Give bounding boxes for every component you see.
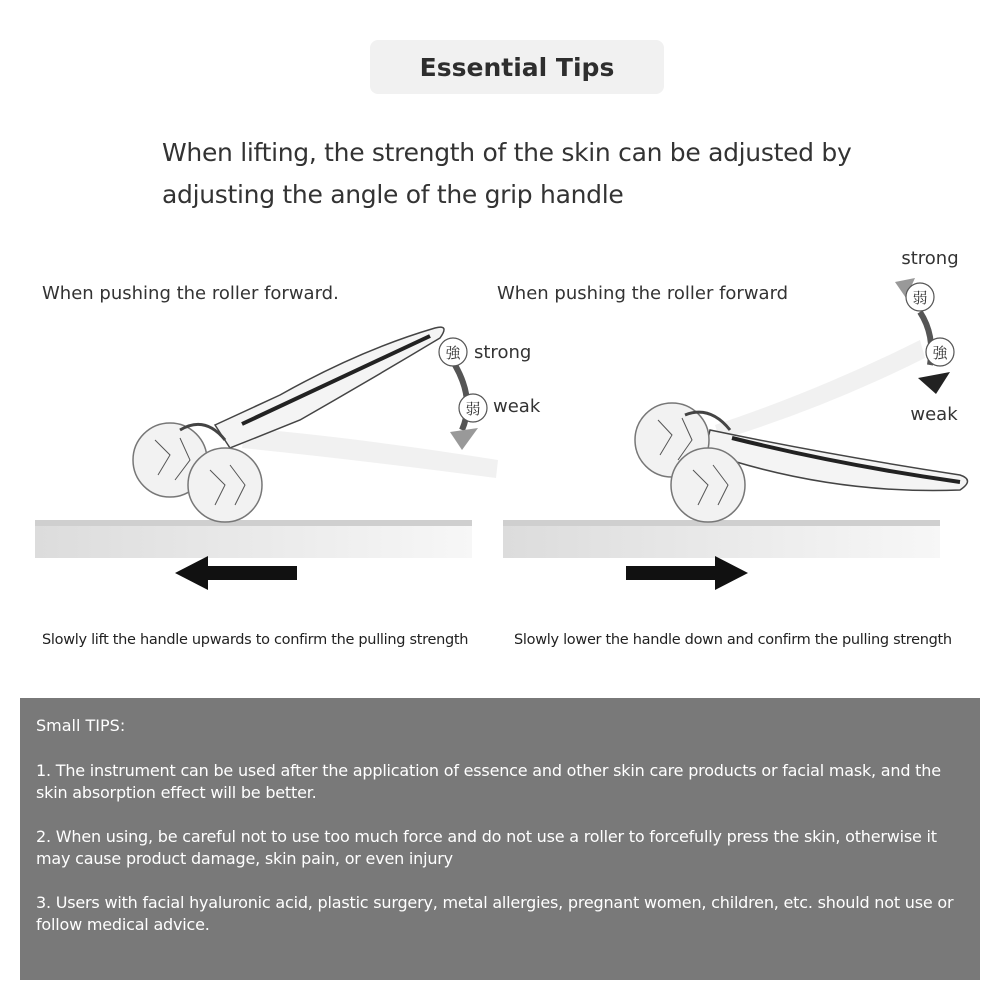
left-strong-label: strong — [474, 342, 532, 363]
right-strong-label: strong — [901, 248, 959, 269]
left-weak-label: weak — [493, 396, 541, 417]
tip-item-2: 2. When using, be careful not to use too much force and do not use a roller to forcefully press the skin, otherwise it may cause product damage, skin pain, or even injury — [36, 827, 937, 868]
left-arrow-icon — [175, 556, 297, 590]
page-title: Essential Tips — [419, 52, 615, 82]
down-arrow-right-icon — [918, 372, 950, 394]
tip-item-3: 3. Users with facial hyaluronic acid, plastic surgery, metal allergies, pregnant women, children, etc. should not use or follow medical advice. — [36, 893, 954, 934]
tips-heading: Small TIPS: — [36, 716, 126, 735]
left-panel-label: When pushing the roller forward. — [42, 283, 339, 304]
right-ghost-handle — [715, 340, 925, 440]
left-roller-illustration — [30, 320, 541, 630]
right-weak-label: weak — [910, 404, 958, 425]
right-panel-label: When pushing the roller forward — [497, 283, 789, 304]
left-weak-char: 弱 — [465, 400, 481, 418]
page-subtitle: When lifting, the strength of the skin can be adjusted by adjusting the angle of the grip handle — [162, 138, 852, 209]
left-caption: Slowly lift the handle upwards to confirm the pulling strength — [42, 632, 469, 648]
right-strong-char: 強 — [932, 344, 948, 362]
right-weak-char: 弱 — [912, 289, 928, 307]
small-tips-panel — [20, 698, 980, 980]
left-strong-char: 強 — [445, 344, 461, 362]
tip-item-1: 1. The instrument can be used after the application of essence and other skin care products or facial mask, and the skin absorption effect will be better. — [36, 761, 941, 802]
right-roller-illustration — [500, 240, 990, 630]
right-caption: Slowly lower the handle down and confirm the pulling strength — [514, 632, 952, 648]
right-arrow-icon — [626, 556, 748, 590]
title-badge — [370, 40, 664, 94]
